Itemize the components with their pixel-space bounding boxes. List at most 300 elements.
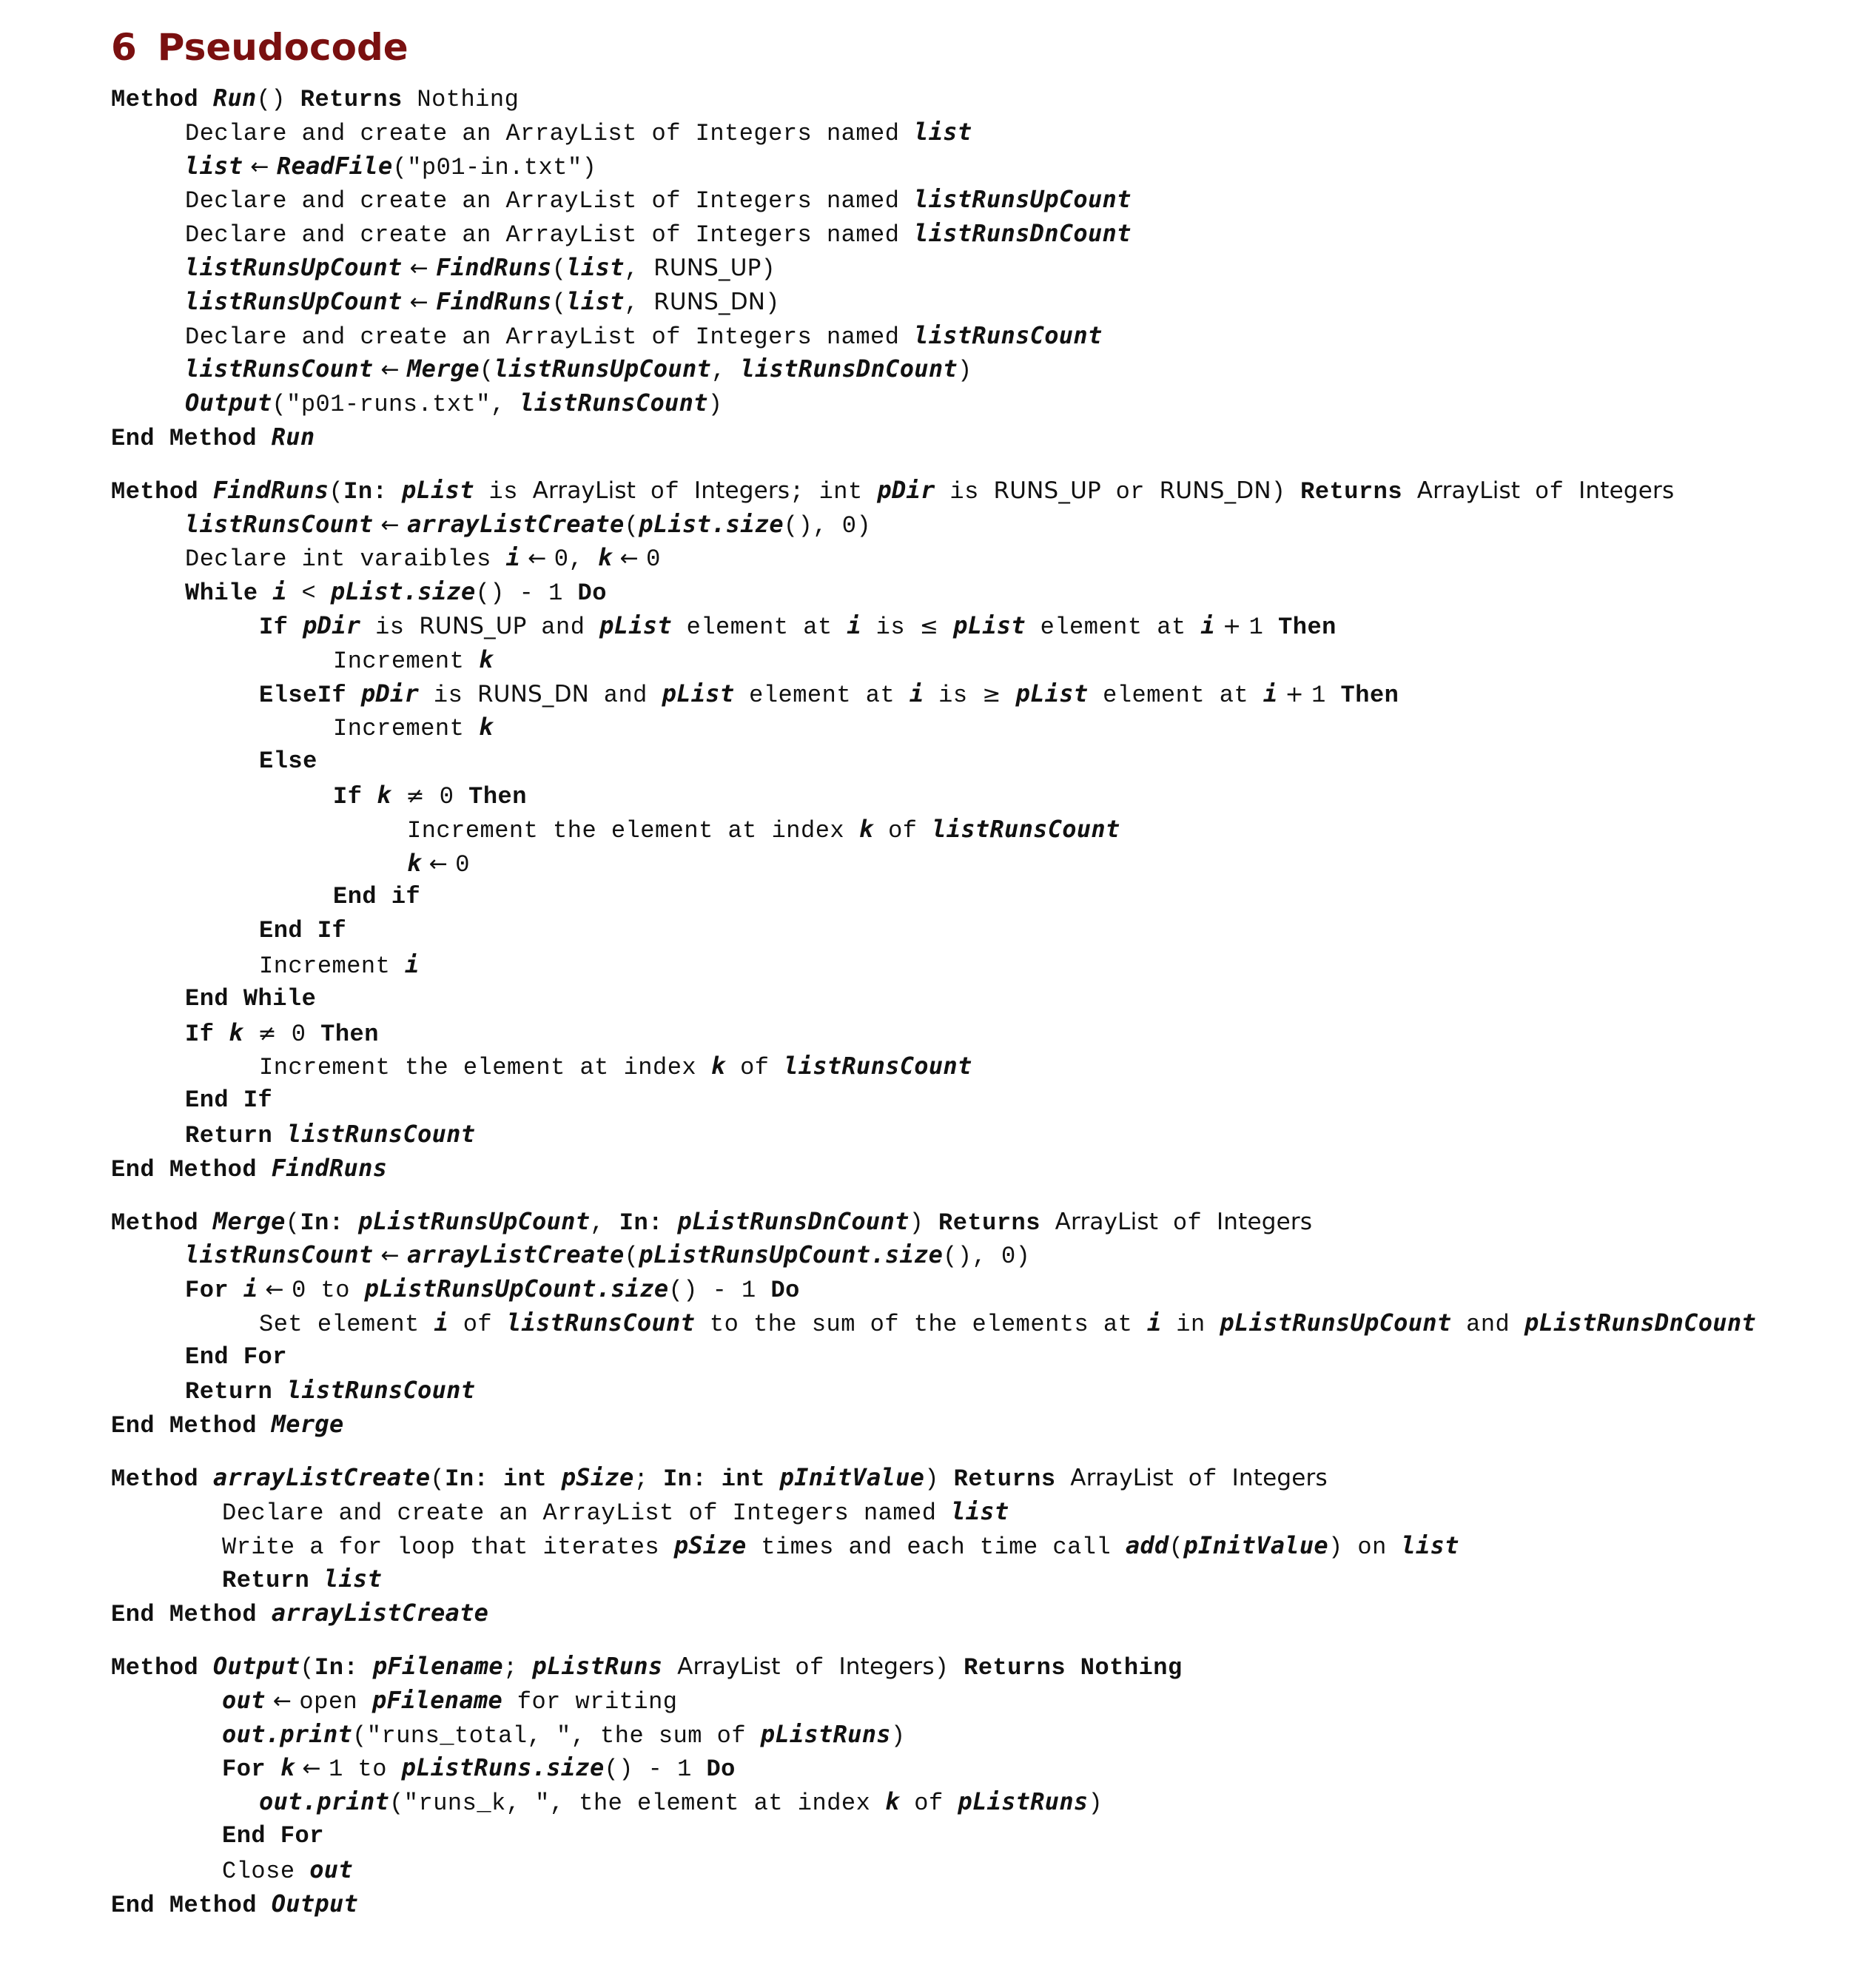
code-token: of — [636, 477, 694, 505]
code-token: out.print — [259, 1787, 390, 1816]
code-token — [391, 783, 406, 810]
code-token: list — [185, 151, 243, 180]
code-token: i — [405, 950, 420, 978]
code-token: 0 — [646, 545, 661, 574]
code-token: pListRuns — [532, 1652, 663, 1681]
code-token: and — [526, 613, 600, 641]
code-token: listRunsCount — [185, 1240, 374, 1269]
code-token — [1040, 1209, 1055, 1237]
code-token: arrayListCreate — [407, 509, 625, 538]
code-token: k — [597, 543, 613, 572]
code-token: () - 1 — [604, 1756, 707, 1784]
code-token: ← — [373, 511, 408, 538]
code-token: of — [780, 1654, 839, 1682]
code-token: pList — [953, 611, 1026, 639]
code-token: and — [1451, 1310, 1524, 1338]
code-token: ArrayList — [1055, 1208, 1159, 1235]
code-token: FindRuns — [436, 286, 552, 315]
code-token: ( — [285, 1209, 300, 1237]
code-token: Else — [259, 747, 317, 776]
code-token: In: — [662, 1465, 707, 1494]
code-token: In: — [300, 1209, 344, 1237]
code-token: listRunsCount — [185, 355, 374, 383]
code-token: Nothing — [1080, 1654, 1183, 1682]
code-token: ( — [430, 1465, 446, 1494]
code-token: Method — [111, 477, 213, 505]
code-token — [1066, 1654, 1080, 1682]
code-token: arrayListCreate — [212, 1463, 431, 1492]
code-token: pList — [1015, 679, 1089, 708]
code-token: Do — [577, 579, 607, 608]
code-token: ; int — [790, 477, 878, 505]
code-line — [111, 251, 1843, 285]
code-token: , — [624, 255, 654, 283]
code-line — [111, 982, 1843, 1016]
code-token: ) — [761, 255, 776, 283]
code-token — [1056, 1465, 1071, 1493]
code-token: i — [847, 611, 861, 639]
code-token: While — [185, 579, 258, 608]
code-token: pSize — [673, 1531, 747, 1559]
code-line — [111, 1650, 1843, 1684]
code-token: ( — [479, 357, 494, 385]
code-token: 0 to — [292, 1277, 365, 1305]
code-token: pList.size — [330, 577, 476, 606]
code-token: ) on — [1328, 1533, 1402, 1561]
code-token — [765, 1465, 780, 1493]
code-line — [111, 1751, 1843, 1785]
section-heading — [111, 21, 409, 74]
code-token: is — [935, 477, 994, 505]
code-token: Integers — [693, 477, 790, 504]
code-token — [1001, 682, 1016, 709]
code-line — [111, 813, 1843, 847]
code-token: pFilename — [372, 1652, 503, 1681]
code-token: pDir — [360, 679, 420, 708]
code-line — [111, 352, 1843, 386]
code-token: of — [1158, 1209, 1217, 1237]
code-token: Integers — [1231, 1465, 1328, 1492]
code-line — [111, 1408, 1843, 1442]
code-token: ("runs_total, ", the sum of — [352, 1721, 761, 1750]
code-token: is — [861, 613, 920, 641]
code-token: of — [725, 1054, 784, 1082]
code-token: list — [323, 1565, 383, 1593]
code-line — [111, 677, 1843, 711]
code-line — [111, 420, 1843, 454]
code-token: ) — [957, 357, 972, 385]
code-token: Return — [222, 1567, 310, 1595]
code-line — [111, 1684, 1843, 1718]
code-token: ("p01-runs.txt", — [272, 391, 520, 419]
code-token: () - 1 — [475, 579, 578, 608]
code-token: ≠ — [258, 1020, 278, 1046]
code-token: ( — [551, 255, 567, 283]
code-line — [111, 183, 1843, 217]
code-token: i — [272, 577, 287, 606]
code-token: listRunsCount — [520, 389, 708, 417]
code-token: pListRuns.size — [401, 1753, 605, 1782]
code-token: Declare and create an ArrayList of Integers named — [185, 187, 915, 215]
code-token: Return — [185, 1121, 273, 1149]
code-token: RUNS_UP — [993, 477, 1101, 504]
code-token: For — [222, 1756, 266, 1784]
code-token: In: — [619, 1209, 663, 1237]
code-token — [272, 1378, 287, 1405]
code-token: of — [448, 1310, 507, 1338]
code-token: Declare and create an ArrayList of Integers named — [185, 119, 915, 147]
code-token: listRunsUpCount — [185, 286, 403, 315]
code-line — [111, 1529, 1843, 1563]
code-token: End While — [185, 984, 317, 1012]
code-token: RUNS_DN — [653, 288, 766, 315]
code-token — [362, 783, 377, 810]
code-token: Integers — [1216, 1208, 1313, 1235]
code-token: pList — [662, 679, 735, 708]
code-token: , — [624, 289, 654, 317]
code-token: of — [1520, 477, 1579, 505]
code-token: int — [721, 1465, 765, 1494]
code-token: 1 — [1248, 613, 1279, 641]
code-token: k — [377, 780, 391, 809]
code-token: ← — [258, 1277, 292, 1303]
code-token: () - 1 — [668, 1277, 771, 1305]
code-token: End Method — [111, 1601, 272, 1629]
code-line — [111, 847, 1843, 881]
code-line — [111, 1785, 1843, 1819]
code-token: Increment — [333, 647, 480, 675]
code-token: End Method — [111, 1412, 272, 1440]
code-line — [111, 609, 1843, 643]
code-token: () — [256, 86, 300, 113]
code-token: Then — [320, 1020, 379, 1048]
code-token — [229, 1277, 243, 1304]
code-token: ("p01-in.txt") — [392, 153, 597, 181]
code-line — [111, 1272, 1843, 1306]
code-line — [111, 1238, 1843, 1272]
code-token: pListRunsUpCount — [1220, 1308, 1452, 1337]
code-line — [111, 779, 1843, 813]
code-token: Run — [212, 84, 257, 112]
code-token: int — [502, 1465, 548, 1494]
code-token: Write a for loop that iterates — [222, 1533, 674, 1561]
code-token: Integers — [1579, 477, 1675, 504]
code-line — [111, 1596, 1843, 1630]
code-token: k — [229, 1018, 243, 1046]
code-token — [214, 1021, 229, 1048]
code-token: ← — [265, 1687, 300, 1714]
code-token: i — [505, 543, 521, 572]
code-token: i — [1263, 679, 1278, 708]
code-token: ; — [633, 1465, 663, 1494]
code-token: End Method — [111, 1891, 272, 1919]
code-token — [938, 614, 953, 641]
code-token: ) — [1088, 1790, 1103, 1818]
code-token: + — [1277, 681, 1312, 708]
method-findruns — [111, 474, 1843, 1186]
code-token: pListRunsUpCount — [358, 1206, 591, 1235]
code-token — [288, 614, 303, 641]
code-token: listRunsCount — [784, 1052, 972, 1081]
code-token: listRunsUpCount — [185, 252, 403, 281]
code-token: (), 0) — [783, 511, 872, 540]
code-line — [111, 1819, 1843, 1853]
code-token: Method — [111, 1654, 213, 1682]
code-line — [111, 1853, 1843, 1887]
code-token: ( — [624, 1243, 639, 1271]
code-token: add — [1125, 1531, 1169, 1559]
code-token: element at — [1025, 613, 1201, 641]
code-line — [111, 319, 1843, 353]
code-token: ArrayList — [532, 477, 636, 504]
method-arraylistcreate — [111, 1461, 1843, 1630]
code-token: pListRunsUpCount.size — [364, 1274, 669, 1303]
code-token: Method — [111, 1465, 213, 1494]
code-token: of — [1173, 1465, 1232, 1494]
code-line — [111, 1887, 1843, 1921]
code-token: element at — [671, 613, 847, 641]
code-token: k — [407, 848, 422, 877]
code-line — [111, 643, 1843, 677]
code-token: End Method — [111, 1155, 272, 1183]
code-token: ← — [243, 153, 277, 180]
code-token: ← — [520, 545, 554, 572]
code-token: Declare and create an ArrayList of Integers named — [222, 1499, 952, 1527]
code-token: listRunsCount — [932, 814, 1120, 843]
code-token: FindRuns — [212, 475, 329, 504]
code-token: ("runs_k, ", the element at index — [389, 1790, 885, 1818]
code-token: pSize — [561, 1463, 634, 1492]
code-token: ) — [890, 1721, 906, 1750]
code-token: 0 — [425, 782, 469, 810]
code-token: pListRunsDnCount — [1524, 1308, 1757, 1337]
code-token: Method — [111, 1209, 213, 1237]
code-token: out — [309, 1855, 353, 1884]
code-token — [663, 1209, 678, 1237]
code-line — [111, 880, 1843, 914]
code-token: ) — [909, 1209, 939, 1237]
code-line — [111, 285, 1843, 319]
code-token: ReadFile — [276, 151, 393, 180]
code-token: RUNS_DN — [1159, 477, 1271, 504]
code-token: pFilename — [371, 1685, 503, 1714]
code-token: ← — [373, 357, 408, 383]
code-token: ← — [295, 1756, 329, 1782]
code-token: i — [434, 1308, 449, 1337]
code-token: ArrayList — [1070, 1465, 1174, 1492]
code-token: ArrayList — [1416, 477, 1521, 504]
code-line — [111, 948, 1843, 982]
method-merge — [111, 1205, 1843, 1442]
code-token: k — [479, 645, 494, 673]
section-number: 6 — [111, 26, 137, 69]
code-token: ) — [707, 391, 723, 419]
code-token: listRunsUpCount — [494, 355, 712, 383]
code-token: End Method — [111, 424, 272, 452]
code-token: out — [222, 1685, 266, 1714]
code-token: (), 0) — [943, 1243, 1031, 1271]
code-token: , — [711, 357, 741, 385]
code-token: in — [1161, 1310, 1220, 1338]
code-token: Returns — [300, 86, 403, 113]
code-line — [111, 1374, 1843, 1408]
code-token: pListRuns — [760, 1719, 891, 1748]
code-token: pList — [599, 611, 672, 639]
code-token: ← — [421, 850, 456, 877]
code-token: Increment — [259, 952, 406, 980]
code-token — [258, 579, 273, 607]
code-line — [111, 1461, 1843, 1495]
code-token: Return — [185, 1378, 273, 1406]
code-token: list — [566, 252, 625, 281]
code-token: listRunsDnCount — [740, 355, 958, 383]
code-line — [111, 1340, 1843, 1374]
code-token: element at — [734, 681, 910, 709]
code-token: Returns — [938, 1209, 1040, 1237]
code-token: open — [299, 1687, 372, 1716]
code-token: Declare and create an ArrayList of Integers named — [185, 221, 915, 249]
code-line — [111, 541, 1843, 575]
code-token: k — [479, 713, 494, 742]
code-token: pList.size — [639, 509, 784, 538]
code-token: End If — [185, 1086, 273, 1115]
code-token: is — [474, 477, 533, 505]
code-token: In: — [343, 477, 388, 505]
code-token: is — [419, 681, 477, 709]
code-line — [111, 474, 1843, 508]
code-token — [707, 1465, 722, 1493]
code-token — [266, 1756, 280, 1783]
code-token: pInitValue — [1183, 1531, 1328, 1559]
code-token — [272, 1122, 287, 1149]
code-token: Do — [770, 1277, 800, 1305]
code-token — [309, 1567, 324, 1594]
code-token: Declare and create an ArrayList of Integers named — [185, 323, 915, 351]
code-token: End If — [259, 917, 347, 945]
code-token: Method — [111, 86, 213, 113]
code-token: element at — [1088, 681, 1263, 709]
code-line — [111, 1152, 1843, 1186]
code-token: pInitValue — [779, 1463, 925, 1492]
code-token: k — [858, 814, 874, 843]
code-token: ≤ — [919, 613, 939, 639]
code-token — [387, 478, 402, 505]
code-token: ( — [329, 477, 344, 505]
code-token: of — [899, 1790, 958, 1818]
code-token: Returns — [964, 1654, 1066, 1682]
code-token: is — [360, 613, 420, 641]
code-token: list — [951, 1496, 1009, 1525]
code-token: 0 — [455, 850, 470, 878]
code-line — [111, 1205, 1843, 1239]
code-line — [111, 81, 1843, 115]
code-token: End For — [222, 1822, 324, 1850]
code-line — [111, 115, 1843, 149]
code-token: End if — [333, 883, 421, 911]
code-token: listRunsUpCount — [914, 185, 1132, 214]
code-token: listRunsDnCount — [914, 219, 1132, 248]
code-token: listRunsCount — [286, 1376, 476, 1405]
code-token: list — [566, 286, 625, 315]
code-line — [111, 1718, 1843, 1752]
code-token: Then — [1278, 613, 1337, 641]
code-token: 1 to — [329, 1756, 402, 1784]
code-token: of — [873, 816, 932, 844]
code-token: i — [1146, 1308, 1162, 1337]
code-line — [111, 710, 1843, 745]
code-line — [111, 149, 1843, 184]
code-token: + — [1214, 613, 1249, 639]
code-token: FindRuns — [436, 252, 552, 281]
code-token: ) — [934, 1654, 964, 1682]
code-token: Output — [185, 389, 272, 417]
code-token: ← — [612, 545, 647, 572]
code-token — [547, 1465, 562, 1493]
code-token: is — [924, 681, 983, 709]
code-token: Set element — [259, 1310, 434, 1338]
code-token: Increment the element at index — [259, 1054, 711, 1082]
code-token: Merge — [271, 1410, 344, 1439]
code-token: or — [1100, 477, 1160, 505]
code-token — [488, 1465, 503, 1493]
code-token: ( — [624, 511, 639, 540]
code-token — [358, 1654, 373, 1682]
code-token: Do — [706, 1756, 736, 1784]
code-token: Increment the element at index — [407, 816, 859, 844]
code-token: to the sum of the elements at — [695, 1310, 1147, 1338]
method-output — [111, 1650, 1843, 1921]
code-token: pDir — [877, 475, 935, 504]
code-token: ← — [402, 289, 437, 315]
code-token: Output — [271, 1889, 359, 1918]
code-token: listRunsCount — [506, 1308, 696, 1337]
code-token — [662, 1654, 677, 1682]
pseudocode-listing — [111, 81, 1843, 1940]
code-token: In: — [315, 1654, 359, 1682]
code-token: RUNS_DN — [477, 680, 590, 708]
code-token: list — [1401, 1531, 1459, 1559]
code-token: arrayListCreate — [271, 1599, 489, 1627]
code-token: Run — [271, 422, 315, 451]
code-token: listRunsCount — [286, 1119, 476, 1148]
code-token: k — [710, 1052, 726, 1081]
code-token: Merge — [212, 1206, 286, 1235]
code-token: pListRunsUpCount.size — [639, 1240, 944, 1269]
code-line — [111, 1495, 1843, 1529]
code-token: 1 — [1311, 681, 1341, 709]
code-line — [111, 1084, 1843, 1118]
code-token: ≠ — [406, 782, 426, 809]
code-token: Returns — [1300, 477, 1403, 505]
code-token: k — [885, 1787, 900, 1816]
code-token: ( — [300, 1654, 315, 1682]
method-run — [111, 81, 1843, 454]
code-token: ; — [502, 1654, 533, 1682]
code-token: Returns — [953, 1465, 1056, 1494]
code-token: End For — [185, 1343, 287, 1371]
code-token: ( — [551, 289, 567, 317]
code-token: ) — [765, 289, 780, 317]
code-token: ) — [1271, 477, 1301, 505]
code-token: and — [589, 681, 662, 709]
code-token: ← — [402, 255, 437, 281]
code-token: Nothing — [402, 86, 520, 113]
code-token: , — [590, 1209, 619, 1237]
code-token: pList — [401, 475, 474, 504]
code-token: pListRunsDnCount — [677, 1206, 910, 1235]
code-token: Close — [222, 1857, 310, 1885]
code-token — [243, 1021, 258, 1048]
